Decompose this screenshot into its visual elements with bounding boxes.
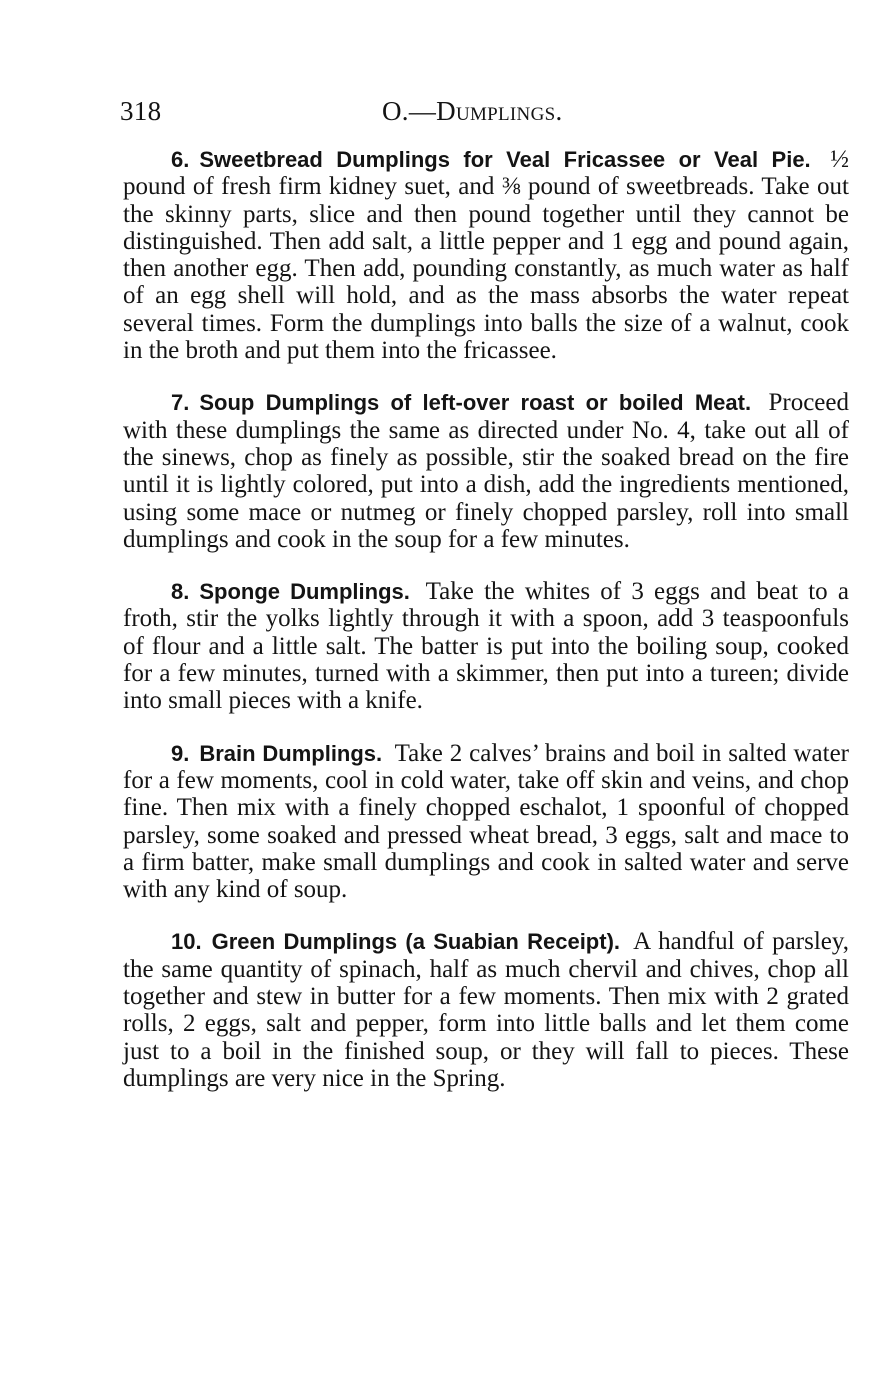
recipe-number: 8. [171, 579, 190, 605]
recipe-title: Sweetbread Dumplings for Veal Fricassee or Veal Pie. [199, 147, 811, 172]
recipe-text: Proceed with these dumplings the same as directed under No. 4, take out all of the sinews, chop as finely as possible, stir the soaked bread on the fire until it is lightly colored, put into a dish, add the ingredients mentioned, using some mace or nutmeg or finely chopped parsley, roll into small dumplings and cook in the soup for a few minutes. [123, 389, 850, 553]
recipe-6 [123, 146, 849, 364]
recipe-text: A handful of parsley, the same quantity of spinach, half as much chervil and chives, chop all together and stew in butter for a few moments. Then mix with 2 grated rolls, 2 eggs, salt and pepper, form into little balls and let them come just to a boil in the finished soup, or they will fall to pieces. These dumplings are very nice in the Spring. [123, 928, 850, 1092]
recipe-text: Take 2 calves’ brains and boil in salted water for a few moments, cool in cold water, take off skin and veins, and chop fine. Then mix with a finely chopped eschalot, 1 spoonful of chopped parsley, some soaked and pressed wheat bread, 3 eggs, salt and mace to a firm batter, make small dumplings and cook in salted water and serve with any kind of soup. [123, 739, 849, 904]
recipe-text: ½ pound of fresh firm kidney suet, and ⅜ pound of sweetbreads. Take out the skinny parts, slice and then pound together until they cannot be distinguished. Then add salt, a little pepper and 1 egg and pound again, then another egg. Then add, pounding constantly, as much water as half of an egg shell will hold, and as the mass absorbs the water repeat several times. Form the dumplings into balls the size of a walnut, cook in the broth and put them into the fricassee. [123, 146, 849, 365]
recipe-title: Green Dumplings (a Suabian Receipt). [211, 929, 621, 955]
recipe-number: 7. [171, 390, 190, 416]
recipe-title: Sponge Dumplings. [199, 579, 410, 605]
recipe-10 [123, 928, 849, 1092]
recipe-number: 6. [171, 147, 190, 172]
recipe-number: 10. [171, 929, 202, 955]
recipe-number: 9. [171, 740, 190, 766]
recipe-9 [123, 740, 849, 904]
recipe-title: Brain Dumplings. [199, 740, 383, 766]
recipe-title: Soup Dumplings of left-over roast or boiled Meat. [199, 390, 752, 416]
recipe-7 [123, 389, 849, 553]
running-head [120, 96, 740, 130]
recipe-list [123, 146, 849, 1117]
section-title: O.—Dumplings. [382, 96, 563, 126]
recipe-8 [123, 578, 849, 714]
page-number: 318 [120, 96, 162, 126]
recipe-text: Take the whites of 3 eggs and beat to a froth, stir the yolks lightly through it with a spoon, add 3 teaspoonfuls of flour and a little salt. The batter is put into the boiling soup, cooked for a few minutes, turned with a skimmer, then put into a tureen; divide into small pieces with a knife. [123, 578, 849, 715]
